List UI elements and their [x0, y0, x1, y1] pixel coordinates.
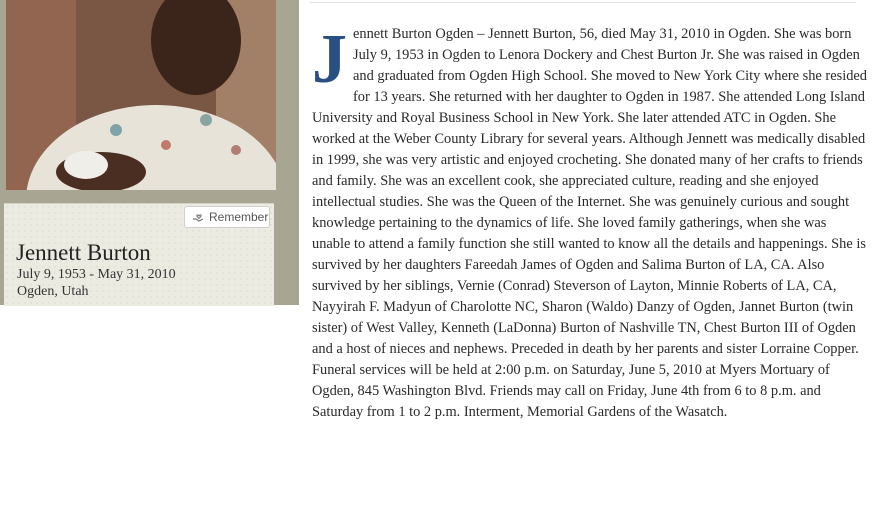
divider — [310, 2, 856, 3]
obituary-body: ennett Burton Ogden – Jennett Burton, 56, died May 31, 2010 in Ogden. She was born July 9, 1953 in Ogden to Lenora Dockery and Chest Burton Jr. She was raised in Ogden and graduated from Ogden High School. She moved to New York City where she resided for 13 years. She returned with her daughter to Ogden in 1987. She attended Long Island University and Royal Business School in New York. She later attended ATC in Ogden. She worked at the Weber County Library for several years. Although Jennett was medically disabled in 1999, she was very artistic and enjoyed crocheting. She donated many of her crafts to friends and family. She was an excellent cook, she appreciated culture, reading and she enjoyed intellectual studies. She was the Queen of the Internet. She was genuinely curious and sought knowledge pertaining to the dynamics of life. She loved family gatherings, when she was unable to attend a family function she still wanted to know all the details and happenings. She is survived by her daughters Fareedah James of Ogden and Salima Burton of LA, CA. Also survived by her siblings, Vernie (Conrad) Steverson of Layton, Minnie Roberts of LA, CA, Nayyirah F. Madyun of Charolotte NC, Sharon (Waldo) Danzy of Ogden, Jannet Burton (twin sister) of West Valley, Kenneth (LaDonna) Burton of Nashville TN, Chest Burton III of Ogden and a host of nieces and nephews. Preceded in death by her parents and sister Lorraine Copper. Funeral services will be held at 2:00 p.m. on Saturday, June 5, 2010 at Myers Mortuary of Ogden, 845 Washington Blvd. Friends may call on Friday, June 4th from 6 to 8 p.m. and Saturday from 1 to 2 p.m. Interment, Memorial Gardens of the Wasatch. — [312, 26, 867, 420]
portrait-image — [6, 0, 276, 190]
profile-panel — [0, 0, 299, 305]
profile-info-card — [4, 203, 274, 306]
life-dates: July 9, 1953 - May 31, 2010 — [17, 267, 176, 282]
deceased-name: Jennett Burton — [16, 240, 151, 265]
hand-heart-icon — [191, 210, 205, 224]
profile-photo — [6, 0, 276, 190]
remember-button[interactable] — [184, 206, 270, 228]
remember-label: Remember — [209, 210, 269, 224]
obituary-text — [312, 21, 868, 423]
drop-cap: J — [312, 21, 347, 98]
location: Ogden, Utah — [17, 284, 89, 299]
